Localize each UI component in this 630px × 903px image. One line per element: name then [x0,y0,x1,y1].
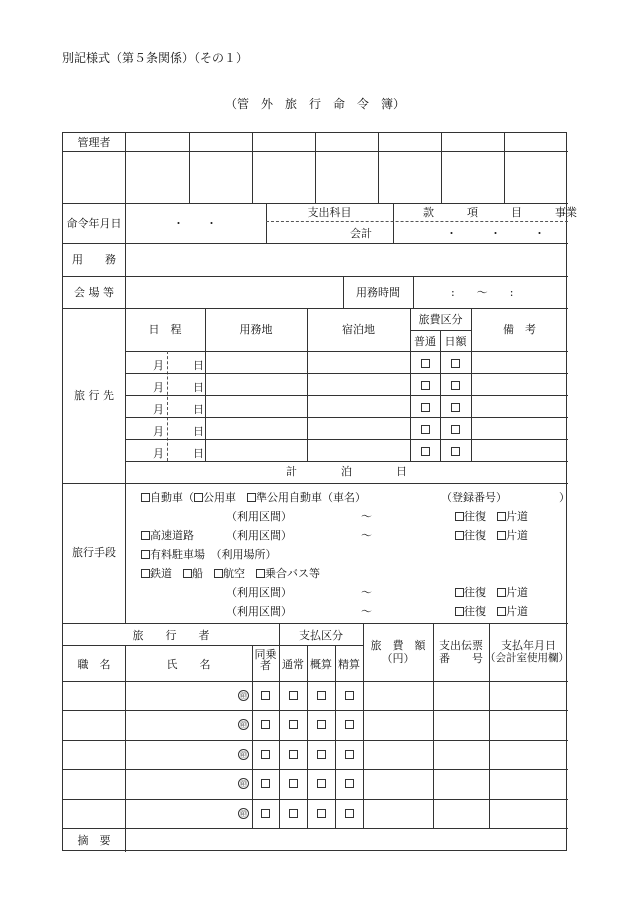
trip-type-row [455,586,528,599]
highway-row [141,529,194,542]
daily-checkbox[interactable] [451,359,460,368]
daily-checkbox[interactable] [451,381,460,390]
public-car-checkbox[interactable] [194,493,203,502]
one-way-label: 片道 [506,605,528,618]
pay-settle-checkbox[interactable] [345,750,354,759]
business-place-header: 用務地 [239,323,273,336]
tilde: 〜 [361,605,372,618]
payment-group-header: 支払区分 [299,629,343,642]
one-way-label: 片道 [506,510,528,523]
pay-normal-checkbox[interactable] [289,691,298,700]
seal-mark: ㊞ [240,751,247,759]
voucher-number-header: 番 号 [439,652,483,665]
one-way-checkbox[interactable] [497,607,506,616]
car-checkbox[interactable] [141,493,150,502]
car-row [141,491,366,504]
tilde: 〜 [361,586,372,599]
day-label: 日 [193,381,204,394]
usage-section-label: （利用区間） [226,510,292,523]
round-trip-checkbox[interactable] [455,607,464,616]
one-way-label: 片道 [506,586,528,599]
daily-checkbox[interactable] [451,425,460,434]
round-trip-checkbox[interactable] [455,512,464,521]
pay-normal-header: 通常 [282,658,304,671]
account-label: 会計 [350,227,372,240]
pay-estimate-checkbox[interactable] [317,750,326,759]
one-way-checkbox[interactable] [497,588,506,597]
air-label: 航空 [223,567,245,580]
destination-label: 旅 行 先 [74,389,114,402]
fellow-checkbox[interactable] [261,779,270,788]
amount-unit-header: （円） [381,652,415,665]
close-paren: ） [559,491,570,504]
usage-section-label: （利用区間） [226,529,292,542]
pay-normal-checkbox[interactable] [289,779,298,788]
normal-checkbox[interactable] [421,359,430,368]
paid-parking-checkbox[interactable] [141,550,150,559]
shared-bus-label: 乗合バス等 [265,567,320,580]
month-label: 月 [153,425,164,438]
amount-header: 旅 費 額 [370,639,426,652]
one-way-checkbox[interactable] [497,531,506,540]
lodging-header: 宿泊地 [342,323,375,336]
fellow-checkbox[interactable] [261,720,270,729]
pay-estimate-checkbox[interactable] [317,809,326,818]
position-header: 職 名 [77,658,111,671]
name-header: 氏 名 [166,658,211,671]
month-label: 月 [153,447,164,460]
travelers-group-header: 旅 行 者 [132,629,210,642]
normal-checkbox[interactable] [421,425,430,434]
ship-label: 船 [192,567,203,580]
pay-settle-header: 精算 [338,658,360,671]
month-label: 月 [153,381,164,394]
usage-section-label: （利用区間） [226,605,292,618]
pay-normal-checkbox[interactable] [289,809,298,818]
payment-date-note: （会計室使用欄） [485,652,569,664]
semi-public-car-checkbox[interactable] [247,493,256,502]
round-trip-label: 往復 [464,605,486,618]
pay-normal-checkbox[interactable] [289,720,298,729]
tilde: 〜 [361,529,372,542]
daily-header: 日額 [444,335,467,348]
usage-section-label: （利用区間） [226,586,292,599]
schedule-header: 日 程 [148,323,182,336]
budget-columns: 款 項 目 事業 [423,206,577,219]
order-date-label: 命令年月日 [66,217,122,230]
public-transport-row [141,567,320,580]
pay-estimate-header: 概算 [310,658,332,671]
expense-type-header: 旅費区分 [418,313,463,326]
remarks-header: 備 考 [503,323,536,336]
rail-checkbox[interactable] [141,569,150,578]
fellow-checkbox[interactable] [261,750,270,759]
ship-checkbox[interactable] [183,569,192,578]
pay-settle-checkbox[interactable] [345,720,354,729]
admin-label: 管理者 [77,136,111,149]
form-reference: 別記様式（第５条関係）（その１） [62,51,249,65]
seal-mark: ㊞ [240,721,247,729]
fellow-passenger-header: 同乗者 [254,648,277,672]
summary-label: 摘 要 [77,834,111,847]
nights-total: 計 泊 日 [286,465,407,478]
paid-parking-label: 有料駐車場 [150,548,205,561]
parking-row [141,548,277,561]
business-time-label: 用務時間 [356,286,400,299]
day-label: 日 [193,359,204,372]
daily-checkbox[interactable] [451,403,460,412]
seal-mark: ㊞ [240,780,247,788]
voucher-header: 支出伝票 [439,639,483,652]
pay-normal-checkbox[interactable] [289,750,298,759]
registration-number-label: （登録番号） [441,491,507,504]
rail-label: 鉄道 [150,567,172,580]
normal-checkbox[interactable] [421,381,430,390]
month-label: 月 [153,403,164,416]
trip-type-row [455,529,528,542]
pay-settle-checkbox[interactable] [345,779,354,788]
pay-estimate-checkbox[interactable] [317,720,326,729]
trip-type-row [455,510,528,523]
day-label: 日 [193,425,204,438]
pay-estimate-checkbox[interactable] [317,779,326,788]
round-trip-checkbox[interactable] [455,531,464,540]
one-way-label: 片道 [506,529,528,542]
pay-estimate-checkbox[interactable] [317,691,326,700]
fellow-checkbox[interactable] [261,691,270,700]
normal-checkbox[interactable] [421,447,430,456]
seal-mark: ㊞ [240,692,247,700]
round-trip-label: 往復 [464,529,486,542]
highway-checkbox[interactable] [141,531,150,540]
normal-checkbox[interactable] [421,403,430,412]
round-trip-checkbox[interactable] [455,588,464,597]
round-trip-label: 往復 [464,510,486,523]
transport-label: 旅行手段 [72,546,116,559]
air-checkbox[interactable] [214,569,223,578]
normal-header: 普通 [414,335,436,348]
pay-settle-checkbox[interactable] [345,691,354,700]
payment-date-header: 支払年月日 [501,639,556,652]
account-value: ・ ・ ・ [446,227,545,240]
budget-item-label: 支出科目 [307,206,352,219]
trip-type-row [455,605,528,618]
order-date-value: ・ ・ [173,217,217,230]
venue-label: 会 場 等 [74,286,114,299]
daily-checkbox[interactable] [451,447,460,456]
document-title: （管 外 旅 行 命 令 簿） [224,97,405,111]
business-time-value: : 〜 : [451,286,514,299]
day-label: 日 [193,447,204,460]
shared-bus-checkbox[interactable] [256,569,265,578]
business-label: 用 務 [72,253,116,266]
pay-settle-checkbox[interactable] [345,809,354,818]
round-trip-label: 往復 [464,586,486,599]
day-label: 日 [193,403,204,416]
one-way-checkbox[interactable] [497,512,506,521]
car-label: 自動車（ [150,491,194,504]
highway-label: 高速道路 [150,529,194,542]
travel-order-form [62,132,577,851]
fellow-checkbox[interactable] [261,809,270,818]
semi-public-car-label: 準公用自動車（車名） [256,491,366,504]
seal-mark: ㊞ [240,810,247,818]
public-car-label: 公用車 [203,491,236,504]
month-label: 月 [153,359,164,372]
usage-place-label: （利用場所） [216,548,277,561]
tilde: 〜 [361,510,372,523]
